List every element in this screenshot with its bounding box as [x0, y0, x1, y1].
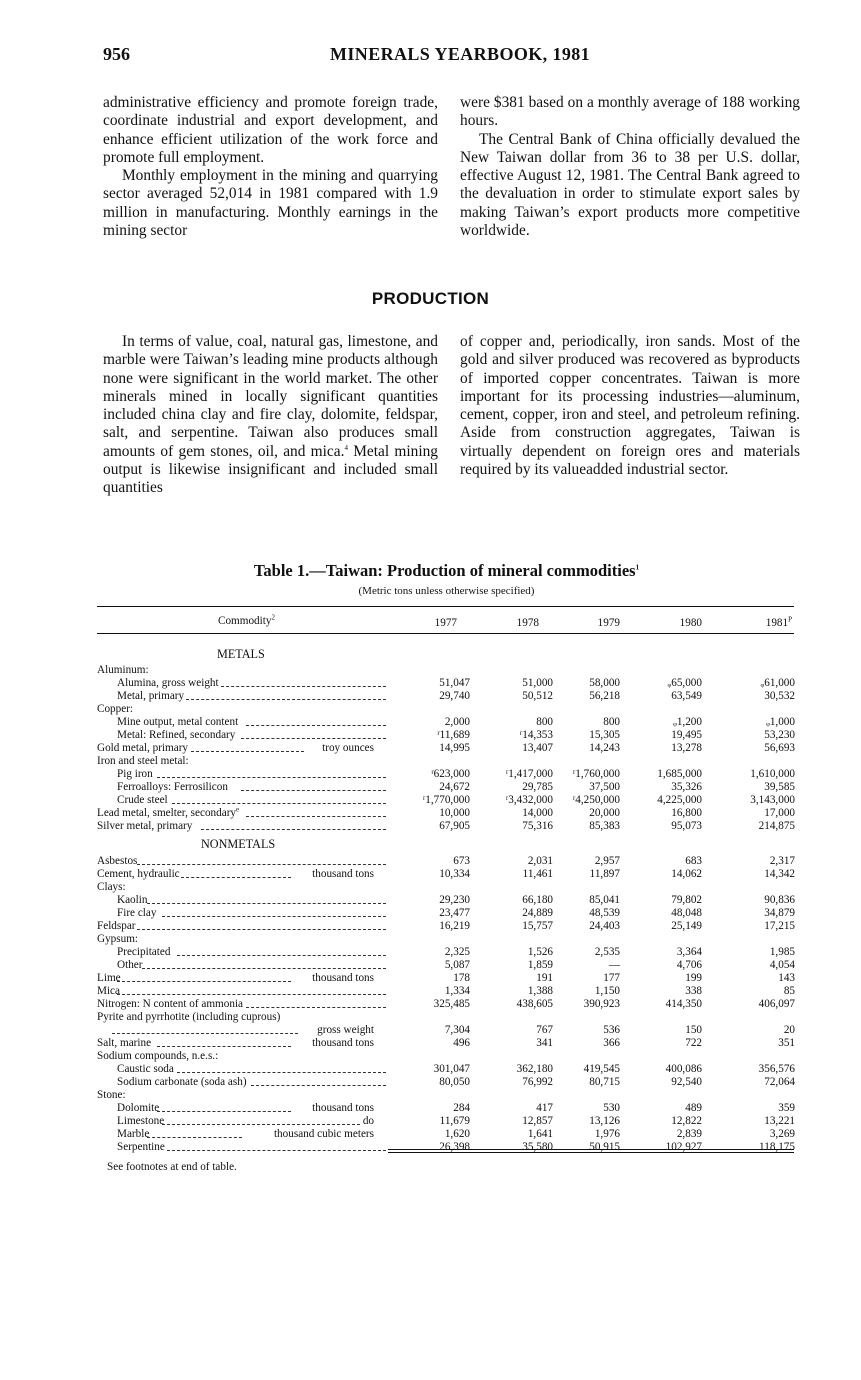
table-row-unit: troy ounces [322, 742, 374, 754]
section-heading-production: PRODUCTION [371, 289, 490, 308]
table-cell: 419,545 [583, 1063, 620, 1075]
table-cell: 12,857 [522, 1115, 553, 1127]
production-left-text-tail: Metal mining output is likewise insignificant and included small quantities [103, 442, 438, 497]
column-header-commodity-text: Commodity [218, 615, 272, 627]
table-cell: 177 [603, 972, 620, 984]
table-cell: 17,000 [764, 807, 795, 819]
table-cell: 1,526 [527, 946, 553, 958]
table-cell: 1,610,000 [750, 768, 795, 780]
table-row-label: Crude steel [117, 794, 168, 806]
table-cell: 496 [453, 1037, 470, 1049]
leader-dots [201, 829, 386, 830]
table-cell: ʳ1,417,000 [505, 768, 553, 780]
leader-dots [137, 864, 386, 865]
table-cell: 35,580 [522, 1141, 553, 1153]
table-cell: ʳ11,689 [437, 729, 470, 741]
table-cell: 3,269 [769, 1128, 795, 1140]
table-cell: 1,985 [769, 946, 795, 958]
intro-right-paragraph-2: The Central Bank of China officially devalued the New Taiwan dollar from 36 to 38 per U.S. dollar, effective August 12, 1981. The Central Bank agreed to the devaluation in order to stimulate export sales by making Taiwan’s export products more competitive worldwide. [460, 130, 800, 240]
leader-dots [112, 1033, 298, 1034]
table-cell: 14,342 [764, 868, 795, 880]
table-cell: 341 [536, 1037, 553, 1049]
leader-dots [157, 1111, 292, 1112]
table-row-label: Metal, primary [117, 690, 185, 702]
table-cell: 5,087 [444, 959, 470, 971]
column-header-year: 1980 [679, 617, 702, 629]
leader-dots [241, 790, 386, 791]
table-cell: ʳ623,000 [431, 768, 470, 780]
table-cell: 58,000 [589, 677, 620, 689]
table-cell: 76,992 [522, 1076, 553, 1088]
leader-dots [181, 877, 291, 878]
table-cell: 683 [685, 855, 702, 867]
table-cell: 118,175 [759, 1141, 795, 1153]
table-row-label: Sodium carbonate (soda ash) [117, 1076, 247, 1088]
table-row-label: Iron and steel metal: [97, 755, 189, 767]
table-row-label: Feldspar [97, 920, 136, 932]
leader-dots [147, 903, 386, 904]
table-cell: 1,976 [594, 1128, 620, 1140]
table-cell: 90,836 [764, 894, 795, 906]
table-row-label: Gold metal, primary [97, 742, 189, 754]
table-cell: 536 [603, 1024, 620, 1036]
table-row-label: Dolomite [117, 1102, 160, 1114]
leader-dots [191, 751, 304, 752]
table-cell: 14,062 [671, 868, 702, 880]
page-number: 956 [103, 44, 130, 64]
table-cell: 25,149 [671, 920, 702, 932]
leader-dots [241, 738, 386, 739]
table-cell: 34,879 [764, 907, 795, 919]
table-cell: 20 [783, 1024, 795, 1036]
leader-dots [186, 699, 386, 700]
table-cell: 414,350 [665, 998, 702, 1010]
table-cell: 48,539 [589, 907, 620, 919]
table-cell: 63,549 [671, 690, 702, 702]
table-row-label: Mica [97, 985, 120, 997]
table-row-label: Cement, hydraulic [97, 868, 180, 880]
table-cell: 80,050 [439, 1076, 470, 1088]
table-cell: 85,041 [589, 894, 620, 906]
table-cell: ʳ14,353 [519, 729, 553, 741]
table-cell: — [608, 959, 620, 971]
table-row-label: Asbestos [97, 855, 138, 867]
estimate-mark: e [236, 805, 240, 814]
leader-dots [157, 1046, 292, 1047]
table-cell: 23,477 [439, 907, 470, 919]
table-cell: 67,905 [439, 820, 470, 832]
table-cell: 13,126 [589, 1115, 620, 1127]
table-cell: 338 [685, 985, 702, 997]
table-row-label: Kaolin [117, 894, 148, 906]
leader-dots [177, 1072, 386, 1073]
table-cell: 673 [453, 855, 470, 867]
table-cell: 417 [536, 1102, 553, 1114]
intro-right-column [460, 94, 800, 240]
table-cell: 3,143,000 [750, 794, 795, 806]
column-header-commodity [218, 615, 275, 628]
leader-dots [172, 803, 386, 804]
column-header-year-last [735, 617, 792, 630]
leader-dots [142, 968, 386, 969]
leader-dots [137, 929, 386, 930]
table-cell: 530 [603, 1102, 620, 1114]
table-cell: 800 [603, 716, 620, 728]
table-cell: 143 [778, 972, 795, 984]
table-row-unit: thousand tons [312, 868, 374, 880]
table-cell: 13,221 [764, 1115, 795, 1127]
table-cell: 4,054 [769, 959, 795, 971]
table-title [0, 561, 861, 581]
production-right-column [460, 333, 800, 479]
table-row-label: Caustic soda [117, 1063, 174, 1075]
table-cell: ʳ3,432,000 [505, 794, 553, 806]
table-footnote: See footnotes at end of table. [107, 1161, 237, 1173]
table-cell: 191 [536, 972, 553, 984]
leader-dots [246, 725, 386, 726]
table-cell: 29,740 [439, 690, 470, 702]
table-cell: 29,230 [439, 894, 470, 906]
table-cell: 301,047 [433, 1063, 470, 1075]
leader-dots [157, 777, 386, 778]
table-cell: 14,000 [522, 807, 553, 819]
leader-dots [246, 1007, 386, 1008]
table-cell: 29,785 [522, 781, 553, 793]
table-row-label: Pig iron [117, 768, 153, 780]
leader-dots [221, 686, 386, 687]
table-cell: 359 [778, 1102, 795, 1114]
table-row-label: Lead metal, smelter, secondary$^e$ [97, 805, 240, 819]
footnote-mark: 4 [344, 443, 348, 452]
table-cell: 51,000 [522, 677, 553, 689]
table-cell: 406,097 [758, 998, 795, 1010]
table-row-label: Lime [97, 972, 121, 984]
table-cell: 15,305 [589, 729, 620, 741]
table-row-label: Limestone [117, 1115, 165, 1127]
table-cell: 11,679 [439, 1115, 470, 1127]
table-cell: ᵩ1,000 [766, 716, 795, 728]
table-cell: 85,383 [589, 820, 620, 832]
table-row-label: Gypsum: [97, 933, 139, 945]
table-cell: 75,316 [522, 820, 553, 832]
intro-left-paragraph-1: administrative efficiency and promote foreign trade, coordinate industrial and export development, and enhance efficient utilization of the work force and promote full employment. [103, 94, 438, 166]
table-subtitle: (Metric tons unless otherwise specified) [358, 585, 535, 597]
table-cell: 14,243 [589, 742, 620, 754]
table-cell: 767 [536, 1024, 553, 1036]
table-row-label: Salt, marine [97, 1037, 152, 1049]
table-row-label: Silver metal, primary [97, 820, 193, 832]
leader-dots [162, 1124, 360, 1125]
table-row-unit: do [362, 1115, 374, 1127]
table-cell: 19,495 [671, 729, 702, 741]
table-cell: 51,047 [439, 677, 470, 689]
table-cell: 4,706 [676, 959, 702, 971]
leader-dots [147, 1137, 242, 1138]
leader-dots [246, 816, 386, 817]
table-top-rule [97, 606, 794, 607]
table-cell: 102,927 [665, 1141, 702, 1153]
leader-dots [167, 1150, 386, 1151]
table-cell: 7,304 [444, 1024, 470, 1036]
table-cell: 16,800 [671, 807, 702, 819]
table-cell: 66,180 [522, 894, 553, 906]
production-right-paragraph: of copper and, periodically, iron sands. Most of the gold and silver produced was recovered as byproducts of imported copper concentrates. Taiwan is more important for its processing industries—aluminum, cement, copper, iron and steel, and petroleum refining. Aside from construction aggregates, Taiwan is virtually dependent on foreign ores and materials required by its valueadded industrial sector. [460, 333, 800, 479]
table-cell: 24,889 [522, 907, 553, 919]
running-title: MINERALS YEARBOOK, 1981 [330, 44, 591, 64]
table-cell: 56,693 [764, 742, 795, 754]
table-row-label: Mine output, metal content [117, 716, 239, 728]
section-label-nonmetals: NONMETALS [201, 837, 276, 851]
table-cell: 20,000 [589, 807, 620, 819]
table-cell: 390,923 [583, 998, 620, 1010]
column-header-year-last-text: 1981 [765, 617, 789, 629]
table-cell: 3,364 [676, 946, 702, 958]
table-cell: 53,230 [764, 729, 795, 741]
table-cell: 2,839 [676, 1128, 702, 1140]
table-cell: 1,641 [527, 1128, 553, 1140]
table-cell: 1,334 [444, 985, 470, 997]
table-cell: 362,180 [516, 1063, 553, 1075]
table-cell: 79,802 [671, 894, 702, 906]
table-cell: 95,073 [671, 820, 702, 832]
table-row-label: Copper: [97, 703, 134, 715]
table-cell: 284 [453, 1102, 470, 1114]
table-row-label: Sodium compounds, n.e.s.: [97, 1050, 219, 1062]
table-cell: 1,859 [527, 959, 553, 971]
table-row-label: Serpentine [117, 1141, 165, 1153]
table-cell: 2,325 [444, 946, 470, 958]
table-cell: 48,048 [671, 907, 702, 919]
preliminary-mark: P [788, 615, 792, 624]
table-cell: 39,585 [764, 781, 795, 793]
table-row-label: Ferroalloys: Ferrosilicon [117, 781, 228, 793]
table-cell: 351 [778, 1037, 795, 1049]
table-row-label: Stone: [97, 1089, 126, 1101]
table-cell: 26,398 [439, 1141, 470, 1153]
table-title-text: Table 1.—Taiwan: Production of mineral commodities [253, 561, 636, 580]
table-cell: 10,000 [439, 807, 470, 819]
table-row-label: Aluminum: [97, 664, 149, 676]
table-cell: ʳ1,760,000 [572, 768, 620, 780]
table-row-label: Clays: [97, 881, 126, 893]
table-row-label: Alumina, gross weight [117, 677, 219, 689]
table-cell: 722 [685, 1037, 702, 1049]
table-cell: 13,407 [522, 742, 553, 754]
production-left-paragraph [103, 333, 438, 498]
table-cell: 30,532 [764, 690, 795, 702]
intro-left-column [103, 94, 438, 240]
table-cell: 199 [685, 972, 702, 984]
table-cell: 150 [685, 1024, 702, 1036]
table-row-label: Other [117, 959, 143, 971]
table-cell: 35,326 [671, 781, 702, 793]
leader-dots [117, 994, 386, 995]
column-header-year: 1978 [516, 617, 539, 629]
table-row-label: Pyrite and pyrrhotite (including cuprous) [97, 1011, 281, 1023]
table-cell: 13,278 [671, 742, 702, 754]
column-header-year: 1977 [434, 617, 457, 629]
table-cell: ᵩ1,200 [673, 716, 702, 728]
column-header-year: 1979 [597, 617, 620, 629]
intro-right-paragraph-1: were $381 based on a monthly average of 188 working hours. [460, 94, 800, 130]
table-row-label: Metal: Refined, secondary [117, 729, 236, 741]
table-cell: 489 [685, 1102, 702, 1114]
production-left-text: In terms of value, coal, natural gas, limestone, and marble were Taiwan’s leading mine products although none were significant in the world market. The other minerals mined in locally significant quantities included china clay and fire clay, dolomite, feldspar, salt, and serpentine. Taiwan also produces small amounts of gem stones, oil, and mica. [103, 333, 438, 460]
table-cell: 56,218 [589, 690, 620, 702]
table-cell: 800 [536, 716, 553, 728]
table-cell: 16,219 [439, 920, 470, 932]
table-row-label: Fire clay [117, 907, 157, 919]
table-row-unit: thousand tons [312, 1102, 374, 1114]
table-cell: 80,715 [589, 1076, 620, 1088]
table-cell: 37,500 [589, 781, 620, 793]
table-cell: 92,540 [671, 1076, 702, 1088]
table-cell: 50,512 [522, 690, 553, 702]
table-cell: 325,485 [433, 998, 470, 1010]
table-cell: 85 [783, 985, 795, 997]
table-cell: 17,215 [764, 920, 795, 932]
table-row-unit: thousand cubic meters [273, 1128, 374, 1140]
table-cell: 14,995 [439, 742, 470, 754]
table-header-rule [97, 633, 794, 634]
table-cell: ᵩ65,000 [667, 677, 702, 689]
table-title-mark: 1 [635, 563, 640, 572]
table-cell: 2,031 [527, 855, 553, 867]
table-cell: 11,897 [589, 868, 620, 880]
table-cell: 2,317 [769, 855, 795, 867]
table-cell: 2,957 [594, 855, 620, 867]
intro-left-paragraph-2: Monthly employment in the mining and quarrying sector averaged 52,014 in 1981 compared with 1.9 million in manufacturing. Monthly earnings in the mining sector [103, 167, 438, 240]
table-cell: 356,576 [758, 1063, 795, 1075]
leader-dots [251, 1085, 386, 1086]
table-cell: ᵩ61,000 [760, 677, 795, 689]
table-cell: 50,915 [589, 1141, 620, 1153]
table-cell: 1,685,000 [657, 768, 702, 780]
column-header-commodity-mark: 2 [271, 613, 275, 622]
table-row-label: Marble [117, 1128, 150, 1140]
leader-dots [162, 916, 386, 917]
table-row-unit: thousand tons [312, 1037, 374, 1049]
table-row-unit: gross weight [317, 1024, 374, 1036]
table-cell: 2,000 [444, 716, 470, 728]
table-cell: 178 [453, 972, 470, 984]
table-cell: 11,461 [522, 868, 553, 880]
leader-dots [117, 981, 292, 982]
table-cell: ʳ1,770,000 [422, 794, 470, 806]
table-cell: 2,535 [594, 946, 620, 958]
table-row-label: Precipitated [117, 946, 171, 958]
table-cell: 15,757 [522, 920, 553, 932]
production-left-column [103, 333, 438, 498]
table-cell: 438,605 [516, 998, 553, 1010]
table-row-label: Nitrogen: N content of ammonia [97, 998, 244, 1010]
table-cell: 24,672 [439, 781, 470, 793]
table-cell: 24,403 [589, 920, 620, 932]
table-cell: 1,150 [594, 985, 620, 997]
table-cell: ʳ4,250,000 [572, 794, 620, 806]
table-cell: 4,225,000 [657, 794, 702, 806]
table-cell: 1,620 [444, 1128, 470, 1140]
table-cell: 400,086 [665, 1063, 702, 1075]
table-row-unit: thousand tons [312, 972, 374, 984]
table-cell: 10,334 [439, 868, 470, 880]
section-label-metals: METALS [217, 647, 265, 661]
table-cell: 214,875 [758, 820, 795, 832]
table-cell: 12,822 [671, 1115, 702, 1127]
leader-dots [177, 955, 386, 956]
table-cell: 1,388 [527, 985, 553, 997]
table-cell: 366 [603, 1037, 620, 1049]
table-cell: 72,064 [764, 1076, 795, 1088]
